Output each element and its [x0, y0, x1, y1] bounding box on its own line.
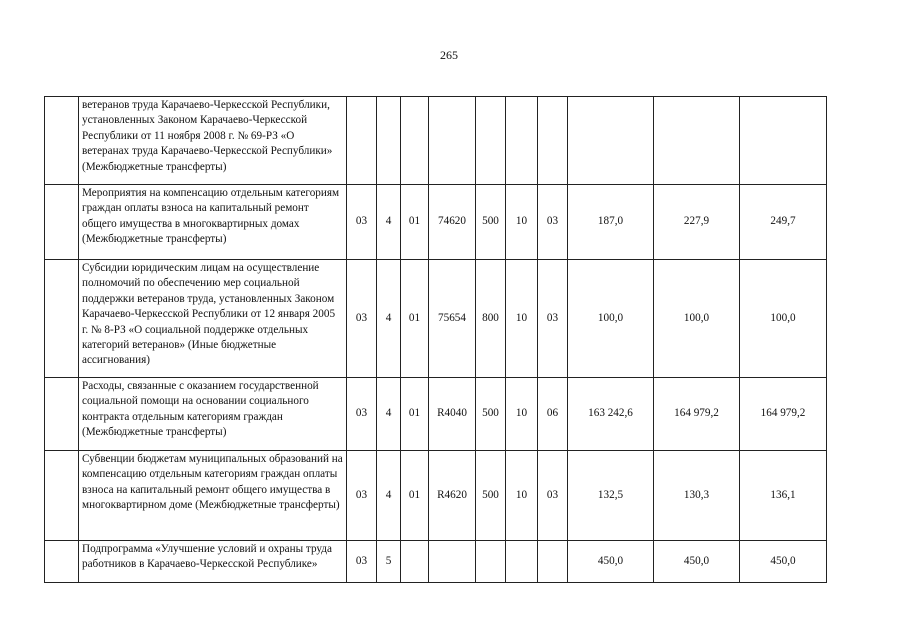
expense-type-code-cell: 500: [476, 185, 506, 260]
amount-year-1-cell: 100,0: [568, 260, 654, 378]
amount-year-1-cell: [568, 97, 654, 185]
main-event-code-cell: 01: [401, 378, 429, 451]
row-number-cell: [45, 260, 79, 378]
subprogram-code-cell: 4: [377, 378, 401, 451]
expense-name-cell: Мероприятия на компенсацию отдельным категориям граждан оплаты взноса на капитальный ремонт общего имущества в многоквартирных домах (Межбюджетные трансферты): [79, 185, 347, 260]
direction-code-cell: 75654: [429, 260, 476, 378]
subsection-code-cell: 03: [538, 451, 568, 541]
amount-year-1-cell: 132,5: [568, 451, 654, 541]
expense-name-cell: Субвенции бюджетам муниципальных образований на компенсацию отдельным категориям граждан оплаты взноса на капитальный ремонт общего имущества в многоквартирном доме (Межбюджетные трансферты): [79, 451, 347, 541]
subprogram-code-cell: 5: [377, 541, 401, 583]
table-row: [45, 97, 827, 185]
main-event-code-cell: 01: [401, 185, 429, 260]
amount-year-1-cell: 163 242,6: [568, 378, 654, 451]
section-code-cell: [506, 97, 538, 185]
amount-year-3-cell: [740, 97, 827, 185]
ministry-code-cell: 03: [347, 260, 377, 378]
expense-name-cell: ветеранов труда Карачаево-Черкесской Республики, установленных Законом Карачаево-Черкесской Республики от 11 ноября 2008 г. № 69-РЗ «О ветеранах труда Карачаево-Черкесской Республики» (Межбюджетные трансферты): [79, 97, 347, 185]
amount-year-3-cell: 136,1: [740, 451, 827, 541]
subprogram-code-cell: [377, 97, 401, 185]
direction-code-cell: [429, 97, 476, 185]
subsection-code-cell: 06: [538, 378, 568, 451]
amount-year-2-cell: 164 979,2: [654, 378, 740, 451]
main-event-code-cell: 01: [401, 260, 429, 378]
row-number-cell: [45, 185, 79, 260]
budget-table: [44, 96, 827, 583]
amount-year-3-cell: 450,0: [740, 541, 827, 583]
main-event-code-cell: 01: [401, 451, 429, 541]
subprogram-code-cell: 4: [377, 260, 401, 378]
table-row: [45, 451, 827, 541]
section-code-cell: [506, 541, 538, 583]
table-row: [45, 378, 827, 451]
amount-year-2-cell: 100,0: [654, 260, 740, 378]
subsection-code-cell: 03: [538, 260, 568, 378]
main-event-code-cell: [401, 97, 429, 185]
row-number-cell: [45, 451, 79, 541]
direction-code-cell: [429, 541, 476, 583]
subsection-code-cell: [538, 541, 568, 583]
amount-year-3-cell: 249,7: [740, 185, 827, 260]
amount-year-3-cell: 100,0: [740, 260, 827, 378]
expense-type-code-cell: 800: [476, 260, 506, 378]
section-code-cell: 10: [506, 378, 538, 451]
subprogram-code-cell: 4: [377, 451, 401, 541]
ministry-code-cell: 03: [347, 451, 377, 541]
ministry-code-cell: [347, 97, 377, 185]
amount-year-2-cell: [654, 97, 740, 185]
ministry-code-cell: 03: [347, 185, 377, 260]
row-number-cell: [45, 541, 79, 583]
main-event-code-cell: [401, 541, 429, 583]
amount-year-1-cell: 187,0: [568, 185, 654, 260]
ministry-code-cell: 03: [347, 378, 377, 451]
amount-year-3-cell: 164 979,2: [740, 378, 827, 451]
section-code-cell: 10: [506, 451, 538, 541]
page-number: 265: [440, 48, 458, 62]
row-number-cell: [45, 97, 79, 185]
table-row: [45, 260, 827, 378]
expense-type-code-cell: 500: [476, 378, 506, 451]
direction-code-cell: R4040: [429, 378, 476, 451]
expense-name-cell: Расходы, связанные с оказанием государственной социальной помощи на основании социального контракта отдельным категориям граждан (Межбюджетные трансферты): [79, 378, 347, 451]
expense-name-cell: Субсидии юридическим лицам на осуществление полномочий по обеспечению мер социальной поддержки ветеранов труда, установленных Законом Карачаево-Черкесской Республики от 12 января 2005 г. № 8-РЗ «О социальной поддержке отдельных категорий ветеранов» (Иные бюджетные ассигнования): [79, 260, 347, 378]
subprogram-code-cell: 4: [377, 185, 401, 260]
table-row: [45, 185, 827, 260]
expense-type-code-cell: [476, 541, 506, 583]
direction-code-cell: R4620: [429, 451, 476, 541]
ministry-code-cell: 03: [347, 541, 377, 583]
expense-name-cell: Подпрограмма «Улучшение условий и охраны труда работников в Карачаево-Черкесской Республике»: [79, 541, 347, 583]
table-row: [45, 541, 827, 583]
expense-type-code-cell: 500: [476, 451, 506, 541]
direction-code-cell: 74620: [429, 185, 476, 260]
amount-year-2-cell: 227,9: [654, 185, 740, 260]
row-number-cell: [45, 378, 79, 451]
subsection-code-cell: 03: [538, 185, 568, 260]
section-code-cell: 10: [506, 185, 538, 260]
amount-year-2-cell: 450,0: [654, 541, 740, 583]
section-code-cell: 10: [506, 260, 538, 378]
subsection-code-cell: [538, 97, 568, 185]
amount-year-1-cell: 450,0: [568, 541, 654, 583]
amount-year-2-cell: 130,3: [654, 451, 740, 541]
expense-type-code-cell: [476, 97, 506, 185]
